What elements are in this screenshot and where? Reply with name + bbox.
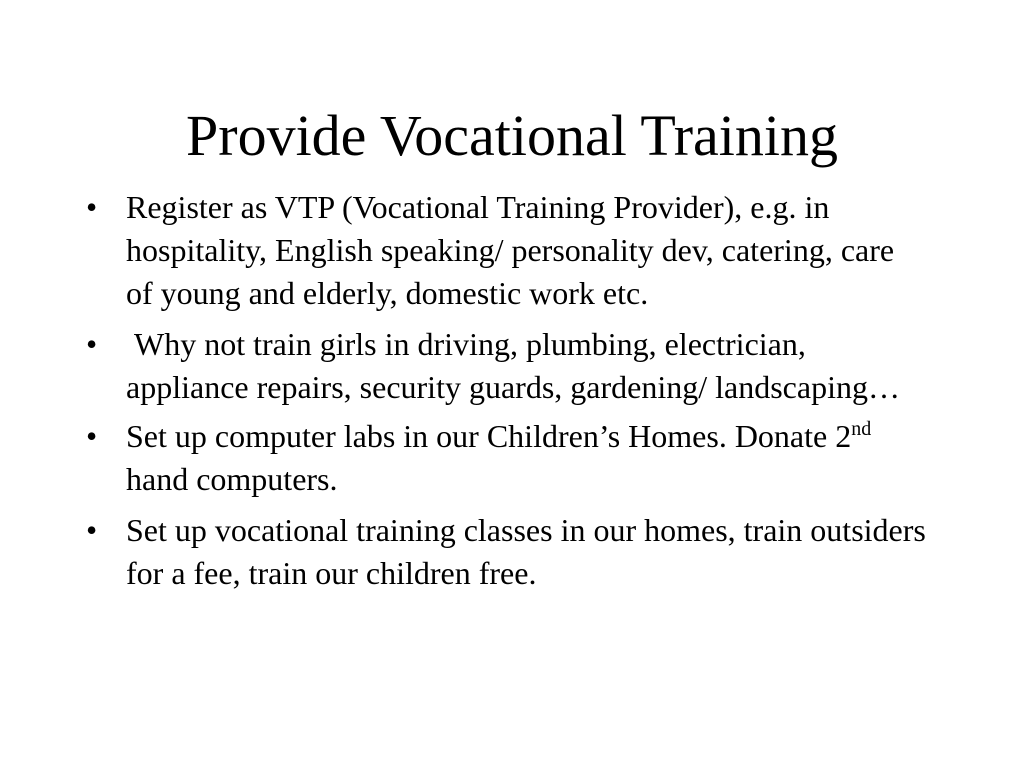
bullet-item [86, 509, 926, 595]
bullet-item [86, 186, 926, 315]
bullet-icon: • [86, 326, 98, 362]
bullet-text: Set up vocational training classes in our homes, train outsiders for a fee, train our children free. [126, 512, 926, 591]
bullet-text [126, 418, 879, 497]
ordinal-superscript: nd [851, 418, 872, 440]
bullet-icon: • [86, 418, 98, 454]
bullet-text: Register as VTP (Vocational Training Provider), e.g. in hospitality, English speaking/ personality dev, catering, care of young and elderly, domestic work etc. [126, 189, 895, 311]
bullet-icon: • [86, 512, 98, 548]
bullet-item [86, 415, 926, 501]
bullet-text-part: Set up computer labs in our Children’s Homes. Donate 2 [126, 418, 852, 454]
bullet-item [86, 323, 926, 409]
slide-title: Provide Vocational Training [186, 103, 838, 168]
bullet-text-part: hand computers. [126, 418, 880, 497]
bullet-icon: • [86, 189, 98, 225]
bullet-text: Why not train girls in driving, plumbing, electrician, appliance repairs, security guards, gardening/ landscaping… [126, 326, 900, 405]
bullet-list [86, 186, 926, 603]
